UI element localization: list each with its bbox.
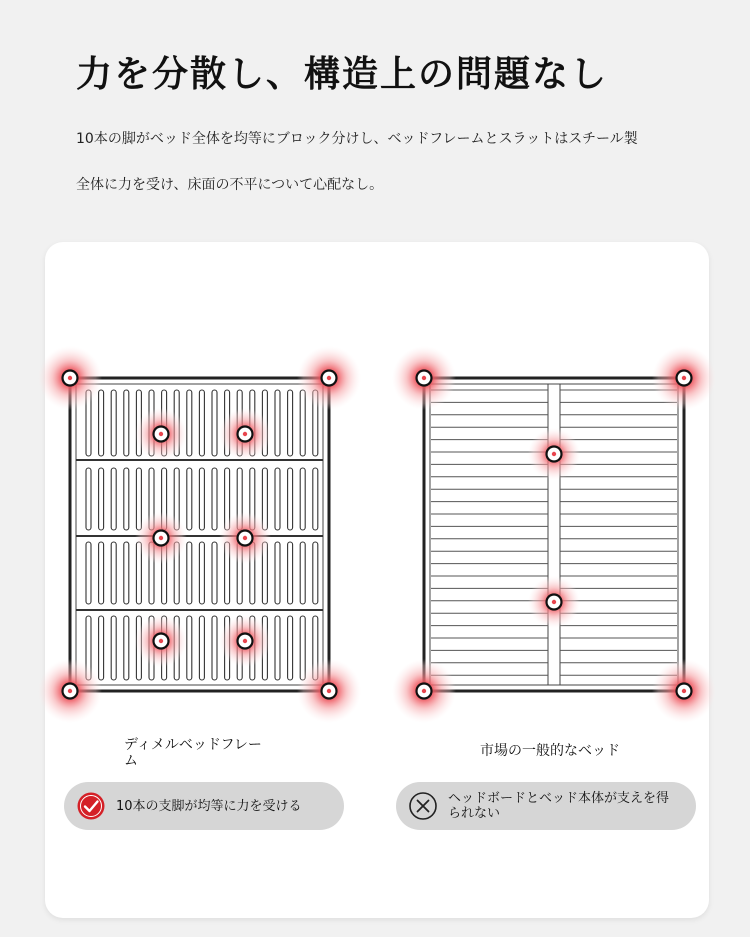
dimel-bed-frame xyxy=(70,378,329,691)
slat xyxy=(212,468,217,530)
slat xyxy=(313,542,318,604)
slat xyxy=(212,616,217,680)
support-point xyxy=(219,408,271,460)
support-point xyxy=(135,512,187,564)
slat xyxy=(313,468,318,530)
slat xyxy=(187,616,192,680)
slat xyxy=(111,542,116,604)
slat xyxy=(199,390,204,456)
page-title: 力を分散し、構造上の問題なし xyxy=(76,54,609,95)
slat xyxy=(99,390,104,456)
slat xyxy=(275,616,280,680)
feature-badge-left-text: 10本の支脚が均等に力を受ける xyxy=(116,798,302,814)
slat xyxy=(124,542,129,604)
slat xyxy=(111,390,116,456)
slat xyxy=(86,468,91,530)
slat xyxy=(99,468,104,530)
description-line-1: 10本の脚がベッド全体を均等にブロック分けし、ベッドフレームとスラットはスチール製 xyxy=(76,131,638,147)
slat xyxy=(288,616,293,680)
slat xyxy=(288,390,293,456)
support-point xyxy=(392,346,456,410)
slat xyxy=(187,390,192,456)
slat xyxy=(124,390,129,456)
slat xyxy=(275,468,280,530)
support-point xyxy=(219,615,271,667)
support-point xyxy=(38,346,102,410)
slat xyxy=(111,468,116,530)
slat xyxy=(99,542,104,604)
support-point xyxy=(652,659,716,723)
slat xyxy=(300,542,305,604)
feature-badge-left xyxy=(64,782,344,830)
slat xyxy=(212,390,217,456)
slat xyxy=(124,468,129,530)
slat xyxy=(86,542,91,604)
feature-badge-right xyxy=(396,782,696,830)
support-point xyxy=(297,659,361,723)
support-point xyxy=(528,576,580,628)
slat xyxy=(199,468,204,530)
support-point xyxy=(135,615,187,667)
slat xyxy=(300,390,305,456)
common-bed-frame xyxy=(424,378,684,691)
slat xyxy=(288,468,293,530)
slat xyxy=(275,542,280,604)
support-point xyxy=(135,408,187,460)
slat xyxy=(212,542,217,604)
x-circle-icon xyxy=(408,791,438,821)
slat xyxy=(275,390,280,456)
support-point xyxy=(652,346,716,410)
description-line-2: 全体に力を受け、床面の不平について心配なし。 xyxy=(76,177,384,193)
slat xyxy=(199,542,204,604)
slat xyxy=(300,468,305,530)
slat xyxy=(300,616,305,680)
slat xyxy=(111,616,116,680)
support-point xyxy=(392,659,456,723)
left-caption: ディメルベッドフレーム xyxy=(124,737,262,769)
slat xyxy=(199,616,204,680)
slat xyxy=(136,468,141,530)
slat xyxy=(99,616,104,680)
slat xyxy=(124,616,129,680)
check-circle-icon xyxy=(76,791,106,821)
support-point xyxy=(528,428,580,480)
right-caption: 市場の一般的なベッド xyxy=(480,743,620,759)
support-point xyxy=(297,346,361,410)
feature-badge-right-text: ヘッドボードとベッド本体が支えを得られない xyxy=(448,791,670,821)
slat xyxy=(288,542,293,604)
support-point xyxy=(38,659,102,723)
slat xyxy=(187,468,192,530)
slat xyxy=(187,542,192,604)
support-point xyxy=(219,512,271,564)
